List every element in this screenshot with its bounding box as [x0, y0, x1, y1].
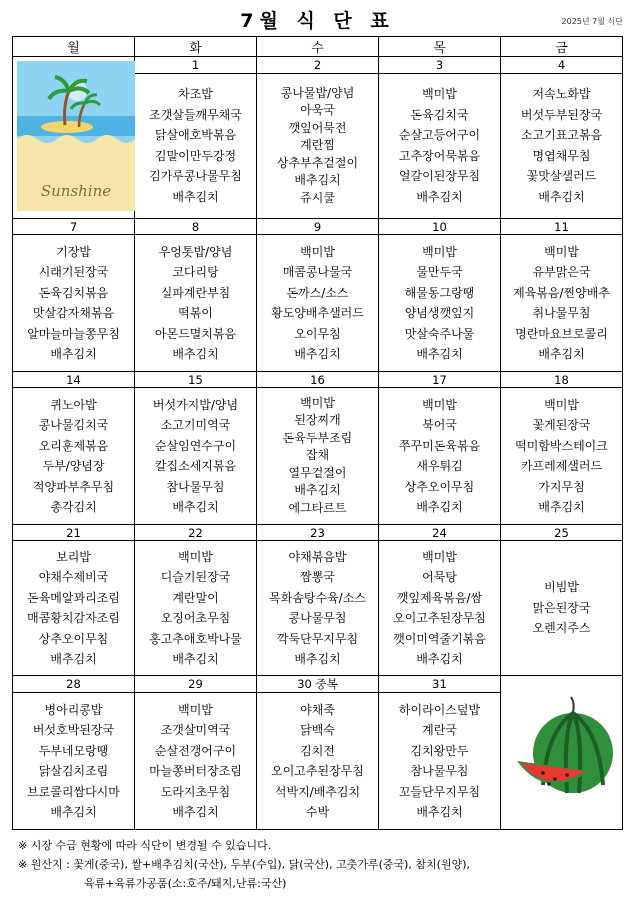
menu-item: 소고기표고볶음 — [520, 128, 603, 143]
day-menu — [135, 541, 257, 676]
menu-item: 콩나물김치국 — [38, 418, 109, 432]
menu-item: 콩나물밥/양념 — [280, 85, 355, 100]
page-title: 7월 식 단 표 — [240, 10, 395, 32]
menu-item: 우엉톳밥/양념 — [158, 244, 233, 259]
day-menu — [257, 541, 379, 676]
menu-row — [13, 235, 623, 372]
weekday-thu: 목 — [379, 37, 501, 57]
menu-item: 배추김치 — [172, 652, 219, 666]
note-change: ※ 시장 수급 현황에 따라 식단이 변경될 수 있습니다. — [18, 839, 272, 852]
day-number: 22 — [135, 525, 257, 541]
day-number: 7 — [13, 219, 135, 235]
menu-item: 마늘쫑버터장조림 — [149, 764, 242, 778]
menu-item: 버섯두부된장국 — [520, 107, 603, 122]
day-number: 30 중복 — [257, 676, 379, 693]
day-number: 18 — [501, 372, 623, 388]
menu-item: 디슬기된장국 — [160, 570, 231, 584]
menu-item: 카프레제샐러드 — [520, 459, 603, 473]
day-menu — [135, 388, 257, 525]
day-menu — [257, 73, 379, 218]
menu-item: 조갯살들깨무채국 — [149, 107, 242, 122]
menu-item: 순살전갱어구이 — [154, 743, 237, 758]
menu-item: 배추김치 — [416, 805, 463, 819]
day-menu — [501, 541, 623, 676]
menu-item: 맛살감자채볶음 — [32, 306, 115, 320]
day-number: 29 — [135, 676, 257, 693]
menu-item: 브로콜리쌈다시마 — [27, 784, 120, 799]
day-menu — [135, 73, 257, 218]
menu-item: 취나물무침 — [532, 306, 591, 320]
day-number: 9 — [257, 219, 379, 235]
menu-item: 참나물무침 — [410, 764, 469, 778]
menu-item: 해물동그랑땡 — [404, 285, 475, 300]
sunshine-text: Sunshine — [40, 182, 112, 200]
menu-item: 배추김치 — [50, 805, 97, 819]
sunshine-illustration — [13, 57, 135, 219]
menu-item: 짬뽕국 — [300, 570, 335, 584]
day-menu — [379, 541, 501, 676]
menu-item: 백미밥 — [178, 549, 213, 564]
menu-item: 명엽채무침 — [532, 148, 591, 163]
menu-item: 퀴노아밥 — [50, 397, 97, 412]
menu-item: 배추김치 — [538, 189, 585, 204]
menu-item: 김치전 — [300, 743, 335, 758]
day-menu — [501, 235, 623, 372]
menu-item: 보리밥 — [56, 549, 91, 564]
day-menu — [379, 73, 501, 218]
day-menu — [501, 388, 623, 525]
menu-item: 버섯가지밥/양념 — [152, 397, 239, 412]
menu-item: 순살고등어구이 — [398, 128, 481, 143]
day-menu — [257, 388, 379, 525]
menu-item: 닭살애호박볶음 — [154, 128, 237, 143]
day-number: 23 — [257, 525, 379, 541]
menu-item: 닭살김치조림 — [38, 764, 109, 778]
menu-item: 기장밥 — [56, 244, 91, 259]
notes — [18, 836, 470, 893]
menu-item: 저속노화밥 — [532, 87, 591, 102]
menu-item: 돈육김치국 — [410, 107, 469, 122]
day-menu — [135, 693, 257, 830]
menu-row — [13, 388, 623, 525]
weekday-wed: 수 — [257, 37, 379, 57]
day-number: 8 — [135, 219, 257, 235]
day-menu — [13, 388, 135, 525]
menu-item: 백미밥 — [422, 87, 457, 102]
menu-item: 돈육두부조림 — [282, 430, 353, 445]
menu-item: 된장찌개 — [294, 413, 341, 428]
day-menu — [379, 388, 501, 525]
menu-item: 매콤황치감자조림 — [27, 611, 120, 625]
menu-item: 오리훈제볶음 — [38, 438, 109, 453]
menu-item: 백미밥 — [300, 244, 335, 259]
menu-item: 돈육김치볶음 — [38, 285, 109, 300]
menu-item: 쭈꾸미돈육볶음 — [398, 438, 481, 453]
date-label: 2025년 7월 식단 — [561, 17, 623, 26]
menu-item: 상추오이무침 — [38, 631, 109, 646]
weekday-header-row — [13, 37, 623, 57]
menu-item: 오이무침 — [294, 326, 341, 341]
day-number: 11 — [501, 219, 623, 235]
day-number: 31 — [379, 676, 501, 693]
menu-item: 매콤콩나물국 — [282, 265, 353, 279]
menu-item: 오이고추된장무침 — [393, 611, 486, 625]
menu-item: 하이라이스덮밥 — [398, 702, 481, 717]
menu-item: 잡채 — [305, 448, 330, 463]
menu-item: 꽃맛살샐러드 — [526, 169, 597, 184]
menu-item: 계란찜 — [300, 138, 335, 153]
menu-item: 떡미함박스테이크 — [515, 438, 608, 453]
menu-item: 깻잎어묵전 — [288, 120, 347, 135]
menu-item: 제육볶음/찐양배추 — [513, 285, 610, 300]
menu-item: 적양파부추무침 — [32, 479, 115, 494]
day-menu — [13, 693, 135, 830]
menu-item: 코다리탕 — [172, 265, 219, 279]
menu-item: 차조밥 — [178, 87, 213, 102]
menu-item: 배추김치 — [538, 500, 585, 514]
weekday-fri: 금 — [501, 37, 623, 57]
note-origin: ※ 원산지 : 꽃게(중국), 쌀+배추김치(국산), 두부(수입), 닭(국산), 고춧가루(중국), 참치(원양), — [18, 858, 470, 871]
menu-item: 명란마요브로콜리 — [515, 326, 608, 341]
menu-item: 백미밥 — [178, 702, 213, 717]
menu-item: 꽃게된장국 — [532, 418, 591, 432]
menu-item: 알마늘마늘쫑무침 — [27, 326, 120, 341]
menu-item: 병아리콩밥 — [44, 702, 103, 717]
menu-item: 배추김치 — [172, 189, 219, 204]
menu-item: 쥬시쿨 — [300, 190, 335, 205]
menu-item: 백미밥 — [422, 549, 457, 564]
menu-item: 계란말이 — [172, 590, 219, 605]
day-number: 24 — [379, 525, 501, 541]
menu-item: 도라지초무침 — [160, 784, 231, 799]
day-number: 21 — [13, 525, 135, 541]
menu-item: 두부네모랑땡 — [38, 743, 109, 758]
menu-item: 배추김치 — [50, 347, 97, 361]
date-row — [13, 676, 623, 693]
menu-item: 깍둑단무지무침 — [276, 631, 359, 646]
day-menu — [379, 235, 501, 372]
menu-item: 오이고추된장무침 — [271, 764, 364, 778]
menu-item: 조갯살미역국 — [160, 723, 231, 737]
day-number: 28 — [13, 676, 135, 693]
menu-item: 맑은된장국 — [532, 600, 591, 615]
date-row — [13, 57, 623, 74]
menu-item: 두부/양념장 — [42, 459, 105, 473]
menu-item: 황도양배추샐러드 — [271, 306, 364, 320]
watermelon-illustration — [501, 676, 623, 830]
menu-item: 배추김치 — [172, 805, 219, 819]
menu-item: 어묵탕 — [422, 570, 457, 584]
menu-item: 김치왕만두 — [410, 743, 469, 758]
menu-item: 돈까스/소스 — [286, 285, 349, 300]
menu-item: 꼬들단무지무침 — [398, 784, 481, 799]
menu-item: 깻이미역줄기볶음 — [393, 631, 486, 646]
menu-item: 열무겉절이 — [288, 465, 347, 480]
menu-item: 오징어초무침 — [160, 611, 231, 625]
menu-item: 배추김치 — [416, 652, 463, 666]
menu-item: 비빔밥 — [544, 580, 579, 595]
menu-item: 배추김치 — [416, 347, 463, 361]
menu-table — [12, 36, 623, 830]
menu-item: 배추김치 — [416, 189, 463, 204]
menu-item: 얼갈이된장무침 — [398, 169, 481, 184]
menu-item: 배추김치 — [50, 652, 97, 666]
menu-item: 콩나물무침 — [288, 611, 347, 625]
menu-item: 실파계란부침 — [160, 285, 231, 300]
menu-item: 아욱국 — [300, 103, 335, 118]
day-number: 3 — [379, 57, 501, 74]
menu-item: 배추김치 — [172, 347, 219, 361]
menu-item: 목화솜탕수육/소스 — [269, 590, 366, 605]
menu-item: 가지무침 — [538, 479, 585, 494]
menu-item: 석박지/배추김치 — [274, 784, 361, 799]
menu-item: 닭백숙 — [300, 723, 335, 737]
menu-item: 새우튀김 — [416, 459, 463, 473]
day-number: 4 — [501, 57, 623, 74]
day-number: 2 — [257, 57, 379, 74]
menu-item: 떡볶이 — [178, 306, 213, 320]
day-menu — [13, 235, 135, 372]
menu-item: 계란국 — [422, 723, 457, 737]
menu-item: 백미밥 — [422, 397, 457, 412]
menu-item: 배추김치 — [416, 500, 463, 514]
menu-item: 상추부추겉절이 — [276, 155, 359, 170]
day-number: 16 — [257, 372, 379, 388]
menu-item: 백미밥 — [544, 244, 579, 259]
date-row — [13, 525, 623, 541]
menu-item: 야채볶음밥 — [288, 549, 347, 564]
day-number: 25 — [501, 525, 623, 541]
date-row — [13, 372, 623, 388]
day-number: 14 — [13, 372, 135, 388]
menu-item: 양념생깻잎지 — [404, 306, 475, 320]
day-menu — [13, 541, 135, 676]
menu-item: 칼집소세지볶음 — [154, 459, 237, 473]
menu-item: 야채죽 — [300, 702, 335, 717]
menu-item: 참나물무침 — [166, 479, 225, 494]
menu-item: 맛살숙주나물 — [404, 326, 475, 341]
menu-item: 배추김치 — [294, 173, 341, 188]
menu-item: 야채수제비국 — [38, 570, 109, 584]
day-number: 1 — [135, 57, 257, 74]
day-number: 17 — [379, 372, 501, 388]
menu-item: 배추김치 — [172, 500, 219, 514]
weekday-tue: 화 — [135, 37, 257, 57]
day-menu — [501, 73, 623, 218]
menu-item: 김말이만두강정 — [154, 148, 237, 163]
menu-item: 배추김치 — [538, 347, 585, 361]
menu-item: 배추김치 — [294, 652, 341, 666]
menu-item: 유부맑은국 — [532, 265, 591, 279]
menu-item: 에그타르트 — [288, 500, 347, 515]
beach-island-icon — [17, 61, 135, 211]
menu-item: 홍고추애호박나물 — [149, 631, 242, 646]
weekday-mon: 월 — [13, 37, 135, 57]
note-origin-cont: 육류+육류가공품(소:호주/돼지,난류:국산) — [84, 877, 287, 890]
watermelon-icon — [507, 691, 617, 811]
menu-item: 백미밥 — [422, 244, 457, 259]
menu-item: 돈육메알꽈리조림 — [27, 590, 120, 605]
day-number: 10 — [379, 219, 501, 235]
menu-item: 수박 — [305, 805, 330, 819]
menu-item: 고추장어묵볶음 — [398, 148, 481, 163]
menu-item: 상추오이무침 — [404, 479, 475, 494]
menu-item: 순살임연수구이 — [154, 438, 237, 453]
menu-item: 오렌지주스 — [532, 621, 591, 636]
menu-item: 김가루콩나물무침 — [149, 169, 242, 184]
menu-item: 배추김치 — [294, 347, 341, 361]
menu-item: 백미밥 — [544, 397, 579, 412]
menu-item: 소고기미역국 — [160, 418, 231, 432]
day-number: 15 — [135, 372, 257, 388]
day-menu — [379, 693, 501, 830]
menu-item: 배추김치 — [294, 483, 341, 498]
menu-item: 아몬드멸치볶음 — [154, 326, 237, 341]
date-row — [13, 219, 623, 235]
menu-item: 총각김치 — [50, 500, 97, 514]
menu-item: 버섯호박된장국 — [32, 723, 115, 737]
day-menu — [257, 235, 379, 372]
menu-item: 북어국 — [422, 418, 457, 432]
menu-row — [13, 541, 623, 676]
day-menu — [135, 235, 257, 372]
menu-item: 물만두국 — [416, 265, 463, 279]
menu-item: 백미밥 — [300, 395, 335, 410]
menu-item: 깻잎제육볶음/쌈 — [396, 590, 483, 605]
day-menu — [257, 693, 379, 830]
menu-item: 시래기된장국 — [38, 265, 109, 279]
